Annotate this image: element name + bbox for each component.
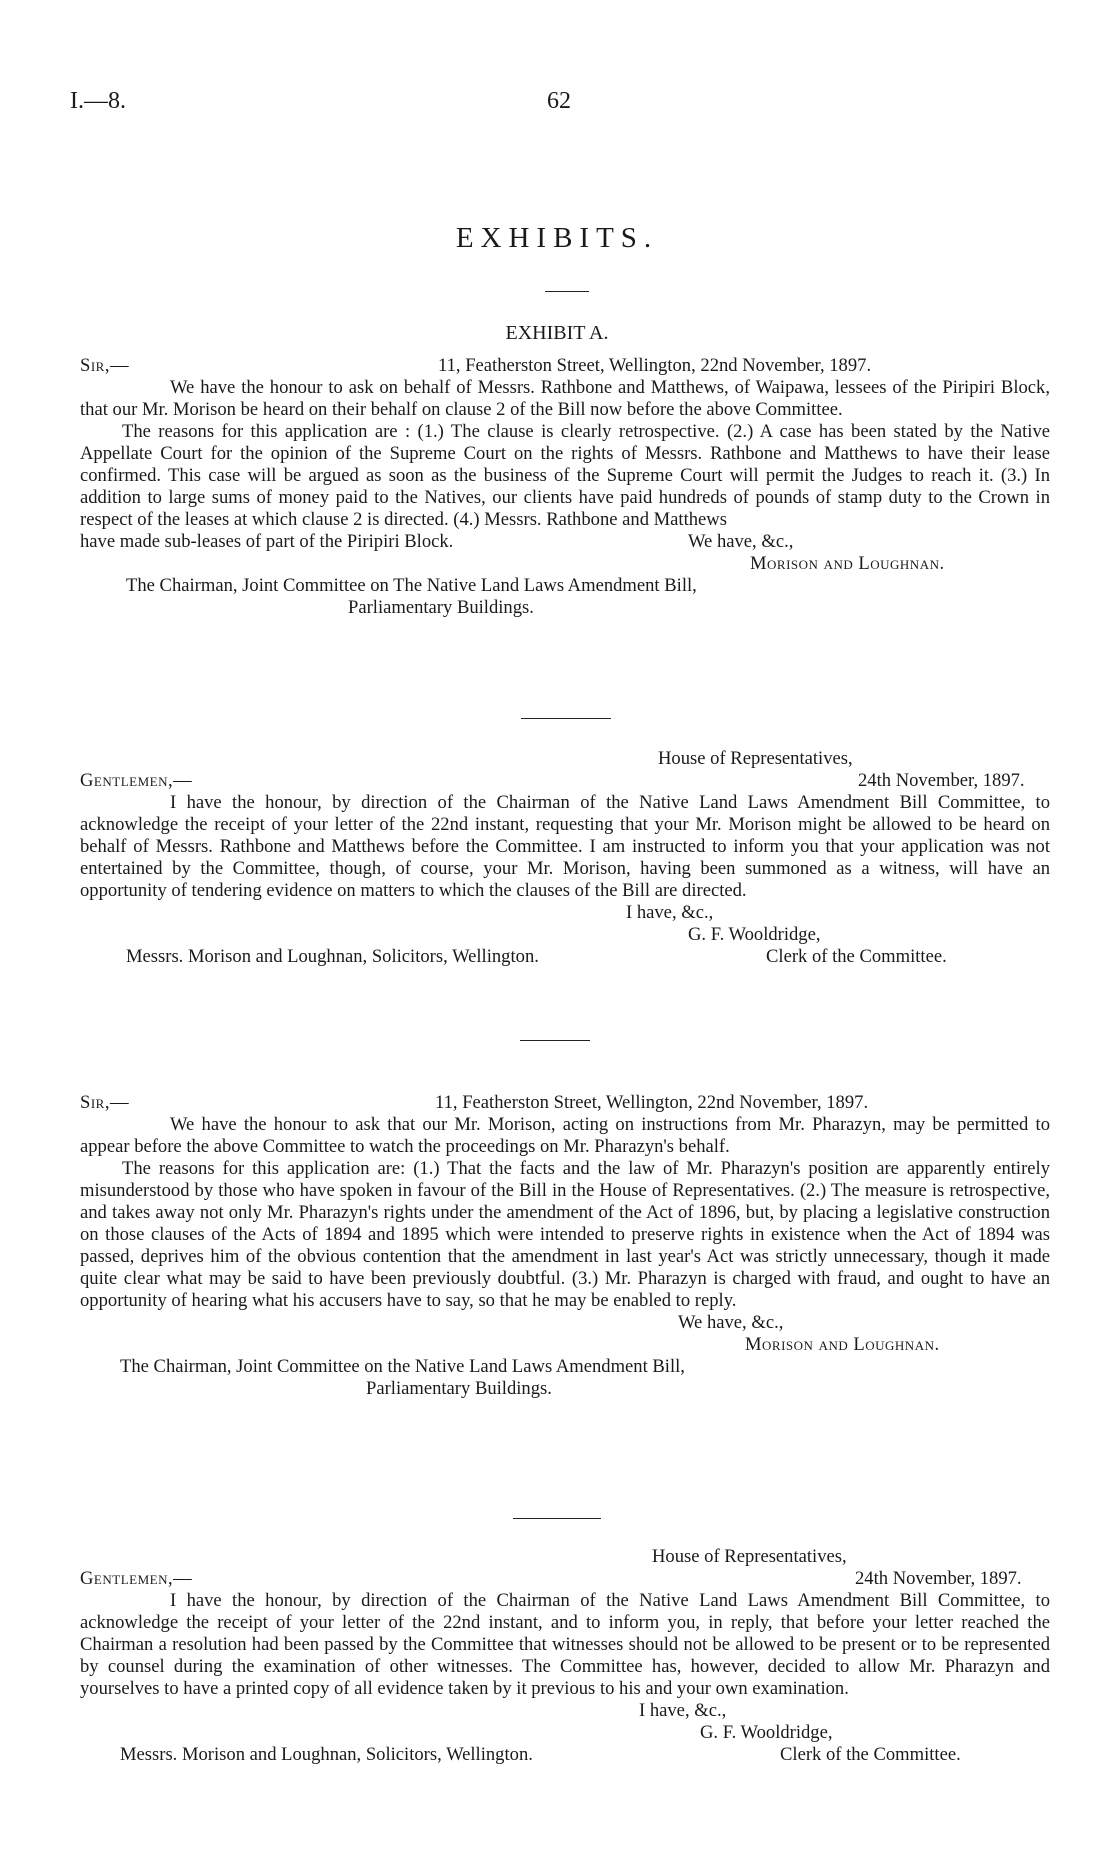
closing: We have, &c., [688,531,794,552]
signature: Morison and Loughnan. [750,553,945,574]
section-divider [577,718,611,719]
section-divider [520,1040,590,1041]
letter-paragraph: The reasons for this application are: (1.) That the facts and the law of Mr. Pharazyn's position are apparently entirely misunderstood by those who have spoken in favour of the Bill in the House of Representatives. (2.) The measure is retrospective, and takes away not only Mr. Pharazyn's rights under the amendment of the Act of 1896, but, by placing a legislative construction on those clauses of the Acts of 1894 and 1895 which were intended to preserve rights in existence when the Act of 1894 was passed, deprives him of the obvious contention that the amendment in last year's Act was strictly unnecessary, though it made quite clear what may be said to have been previously doubtful. (3.) Mr. Pharazyn is charged with fraud, and ought to have an opportunity of hearing what his accusers have to say, so that he may be enabled to reply. [80,1158,1050,1311]
exhibit-b-letter [80,1092,1050,1400]
closing: We have, &c., [678,1312,784,1333]
salutation: Gentlemen,— [80,1568,193,1589]
section-divider [521,718,577,719]
closing: I have, &c., [626,902,714,923]
signatory-title: Clerk of the Committee. [766,946,947,967]
page-number: 62 [547,88,571,114]
date: 24th November, 1897. [855,1568,1022,1589]
section-divider [513,1518,601,1519]
addressee-location: Parliamentary Buildings. [348,597,534,618]
salutation: Gentlemen,— [80,770,193,791]
title-divider [545,291,589,292]
letter-paragraph: I have the honour, by direction of the Chairman of the Native Land Laws Amendment Bill Committee, to acknowledge the receipt of your letter of the 22nd instant, requesting that your Mr. Morison might be allowed to be heard on behalf of Messrs. Rathbone and Matthews before the Committee. I am instructed to inform you that your application was not entertained by the Committee, though, of course, your Mr. Morison, having been summoned as a witness, will have an opportunity of tendering evidence on matters to which the clauses of the Bill are directed. [80,792,1050,901]
page-title: EXHIBITS. [455,222,659,254]
dateline: 11, Featherston Street, Wellington, 22nd November, 1897. [438,355,872,376]
exhibit-a-label: EXHIBIT A. [505,322,609,344]
addressee: The Chairman, Joint Committee on The Native Land Laws Amendment Bill, [126,575,697,596]
letter-paragraph: The reasons for this application are : (1.) The clause is clearly retrospective. (2.) A case has been stated by the Native Appellate Court for the opinion of the Supreme Court on the rights of Messrs. Rathbone and Matthews to have their lease confirmed. This case will be argued as soon as the business of the Supreme Court will permit the Judges to reach it. (3.) In addition to large sums of money paid to the Natives, our clients have paid hundreds of pounds of stamp duty to the Crown in respect of the leases at which clause 2 is directed. (4.) Messrs. Rathbone and Matthews [80,421,1050,530]
salutation: Sir,— [80,1092,130,1113]
reply-b-letter [80,1546,1050,1766]
parliamentary-paper-ref: I.—8. [70,88,126,114]
signatory-title: Clerk of the Committee. [780,1744,961,1765]
closing: I have, &c., [639,1700,727,1721]
letter-paragraph-end: have made sub-leases of part of the Piripiri Block. [80,531,454,552]
reply-a-letter [80,748,1050,968]
letter-paragraph: We have the honour to ask that our Mr. Morison, acting on instructions from Mr. Pharazyn, may be permitted to appear before the above Committee to watch the proceedings on Mr. Pharazyn's behalf. [80,1114,1050,1157]
exhibit-a-letter [80,355,1050,619]
sender-place: House of Representatives, [652,1546,847,1567]
dateline: 11, Featherston Street, Wellington, 22nd November, 1897. [435,1092,869,1113]
date: 24th November, 1897. [858,770,1025,791]
signature: G. F. Wooldridge, [688,924,821,945]
salutation: Sir,— [80,355,130,376]
sender-place: House of Representatives, [658,748,853,769]
addressee-location: Parliamentary Buildings. [366,1378,552,1399]
addressee: Messrs. Morison and Loughnan, Solicitors, Wellington. [120,1744,533,1765]
addressee: Messrs. Morison and Loughnan, Solicitors, Wellington. [126,946,539,967]
letter-paragraph: I have the honour, by direction of the Chairman of the Native Land Laws Amendment Bill Committee, to acknowledge the receipt of your letter of the 22nd instant, and to inform you, in reply, that before your letter reached the Chairman a resolution had been passed by the Committee that witnesses should not be allowed to be present or to be represented by counsel during the examination of other witnesses. The Committee has, however, decided to allow Mr. Pharazyn and yourselves to have a printed copy of all evidence taken by it previous to his and your own examination. [80,1590,1050,1699]
letter-paragraph: We have the honour to ask on behalf of Messrs. Rathbone and Matthews, of Waipawa, lessees of the Piripiri Block, that our Mr. Morison be heard on their behalf on clause 2 of the Bill now before the above Committee. [80,377,1050,420]
addressee: The Chairman, Joint Committee on the Native Land Laws Amendment Bill, [120,1356,685,1377]
signature: G. F. Wooldridge, [700,1722,833,1743]
signature: Morison and Loughnan. [745,1334,940,1355]
